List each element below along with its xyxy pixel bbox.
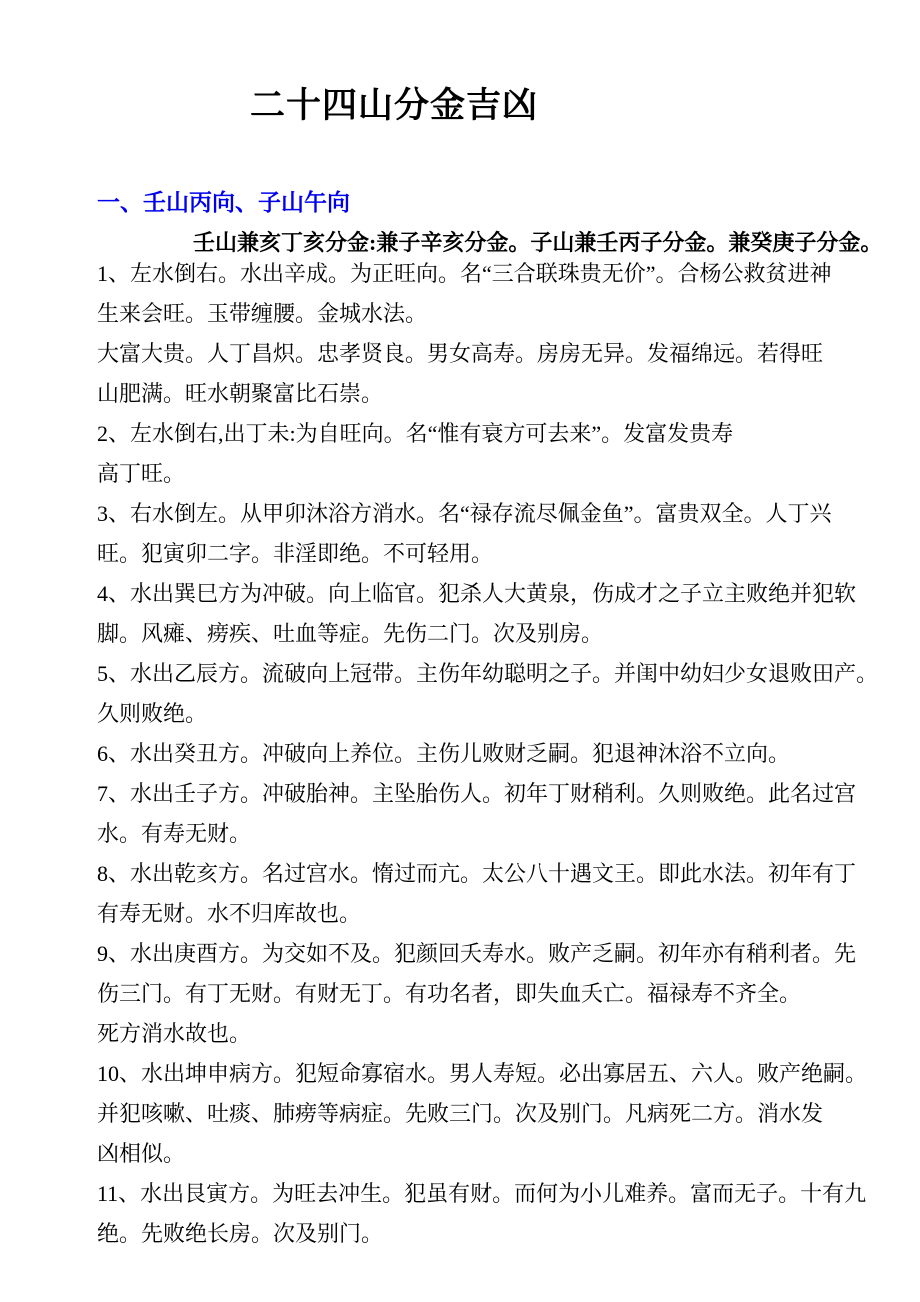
page-title: 二十四山分金吉凶 (250, 86, 539, 125)
body-line: 久则败绝。 (97, 701, 208, 726)
body-line: 伤三门。有丁无财。有财无丁。有功名者，即失血夭亡。福禄寿不齐全。 (97, 981, 802, 1006)
body-line: 7、水出壬子方。冲破胎神。主坠胎伤人。初年丁财稍利。久则败绝。此名过宫 (97, 781, 857, 806)
body-line: 旺。犯寅卯二字。非淫即绝。不可轻用。 (97, 541, 494, 566)
body-line: 3、右水倒左。从甲卯沐浴方消水。名“禄存流尽佩金鱼”。富贵双全。人丁兴 (97, 501, 832, 526)
body-text (97, 254, 878, 1254)
body-line: 1、左水倒右。水出辛成。为正旺向。名“三合联珠贵无价”。合杨公救贫进神 (97, 261, 832, 286)
body-line: 6、水出癸丑方。冲破向上养位。主伤儿败财乏嗣。犯退神沐浴不立向。 (97, 741, 791, 766)
body-line: 绝。先败绝长房。次及别门。 (97, 1221, 384, 1246)
body-line: 生来会旺。玉带缠腰。金城水法。 (97, 301, 428, 326)
body-line: 有寿无财。水不归库故也。 (97, 901, 362, 926)
body-line: 5、水出乙辰方。流破向上冠带。主伤年幼聪明之子。并闺中幼妇少女退败田产。 (97, 661, 879, 686)
body-line: 并犯咳嗽、吐痰、肺痨等病症。先败三门。次及别门。凡病死二方。消水发 (97, 1101, 824, 1126)
body-line: 8、水出乾亥方。名过宫水。惰过而亢。太公八十遇文王。即此水法。初年有丁 (97, 861, 857, 886)
body-line: 高丁旺。 (97, 461, 186, 486)
body-line: 水。有寿无财。 (97, 821, 252, 846)
section-heading: 一、壬山丙向、子山午向 (97, 190, 350, 215)
body-line: 死方消水故也。 (97, 1021, 252, 1046)
body-line: 山肥满。旺水朝聚富比石崇。 (97, 381, 384, 406)
body-line: 11、水出艮寅方。为旺去冲生。犯虽有财。而何为小儿难养。富而无子。十有九 (97, 1181, 867, 1206)
body-line: 2、左水倒右,出丁未:为自旺向。名“惟有衰方可去来”。发富发贵寿 (97, 421, 734, 446)
body-line: 大富大贵。人丁昌炽。忠孝贤良。男女高寿。房房无异。发福绵远。若得旺 (97, 341, 824, 366)
body-line: 9、水出庚酉方。为交如不及。犯颜回夭寿水。败产乏嗣。初年亦有稍利者。先 (97, 941, 857, 966)
body-line: 脚。风瘫、痨疾、吐血等症。先伤二门。次及别房。 (97, 621, 604, 646)
body-line: 凶相似。 (97, 1141, 186, 1166)
body-line: 4、水出巽巳方为冲破。向上临官。犯杀人大黄泉，伤成才之子立主败绝并犯软 (97, 581, 857, 606)
section-subheading: 壬山兼亥丁亥分金:兼子辛亥分金。子山兼壬丙子分金。兼癸庚子分金。 (193, 230, 883, 255)
body-line: 10、水出坤申病方。犯短命寡宿水。男人寿短。必出寡居五、六人。败产绝嗣。 (97, 1061, 868, 1086)
